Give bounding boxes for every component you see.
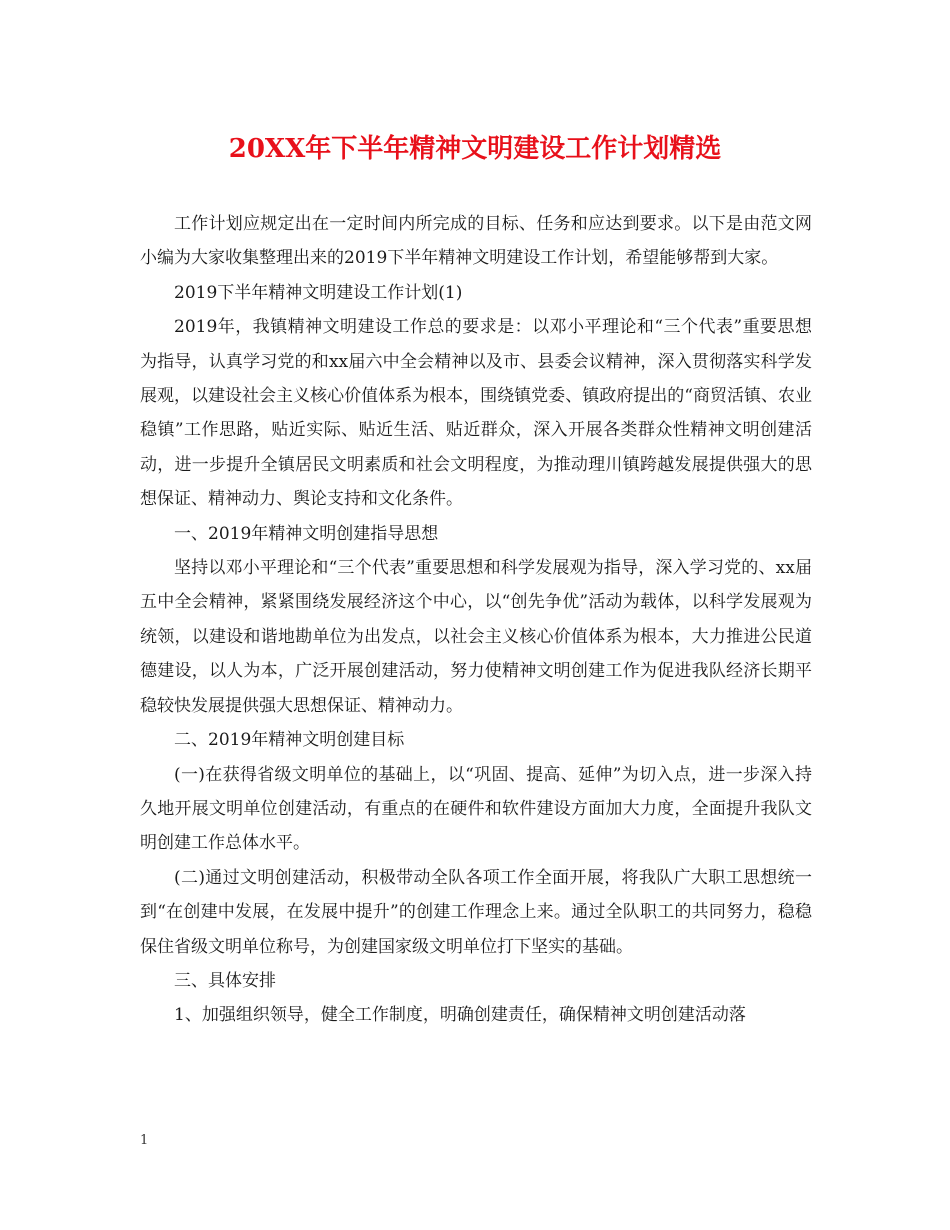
paragraph-intro: 工作计划应规定出在一定时间内所完成的目标、任务和应达到要求。以下是由范文网小编为大家收集整理出来的2019下半年精神文明建设工作计划，希望能够帮到大家。	[140, 214, 812, 269]
paragraph-guiding-ideology: 坚持以邓小平理论和“三个代表”重要思想和科学发展观为指导，深入学习党的、xx届五中全会精神，紧紧围绕发展经济这个中心，以“创先争优”活动为载体，以科学发展观为统领，以建设和谐地勘单位为出发点，以社会主义核心价值体系为根本，大力推进公民道德建设，以人为本，广泛开展创建活动，努力使精神文明创建工作为促进我队经济长期平稳较快发展提供强大思想保证、精神动力。	[140, 558, 812, 716]
paragraph-plan-heading: 2019下半年精神文明建设工作计划(1)	[174, 282, 463, 303]
section-heading-arrangements: 三、具体安排	[174, 970, 276, 991]
paragraph-goal-1: (一)在获得省级文明单位的基础上，以“巩固、提高、延伸”为切入点，进一步深入持久地开展文明单位创建活动，有重点的在硬件和软件建设方面加大力度，全面提升我队文明创建工作总体水平。	[140, 764, 812, 854]
section-heading-goals: 二、2019年精神文明创建目标	[174, 730, 405, 751]
page-number: 1	[140, 1133, 149, 1148]
section-heading-guiding-ideology: 一、2019年精神文明创建指导思想	[174, 523, 439, 544]
paragraph-arrangement-1: 1、加强组织领导，健全工作制度，明确创建责任，确保精神文明创建活动落	[174, 1005, 746, 1026]
paragraph-overall-requirements: 2019年，我镇精神文明建设工作总的要求是：以邓小平理论和“三个代表”重要思想为指导，认真学习党的和xx届六中全会精神以及市、县委会议精神，深入贯彻落实科学发展观，以建设社会主义核心价值体系为根本，围绕镇党委、镇政府提出的“商贸活镇、农业稳镇”工作思路，贴近实际、贴近生活、贴近群众，深入开展各类群众性精神文明创建活动，进一步提升全镇居民文明素质和社会文明程度，为推动理川镇跨越发展提供强大的思想保证、精神动力、舆论支持和文化条件。	[140, 317, 812, 510]
paragraph-goal-2: (二)通过文明创建活动，积极带动全队各项工作全面开展，将我队广大职工思想统一到“在创建中发展，在发展中提升”的创建工作理念上来。通过全队职工的共同努力，稳稳保住省级文明单位称号，为创建国家级文明单位打下坚实的基础。	[140, 867, 812, 957]
document-body	[140, 207, 812, 1033]
document-title: 20XX年下半年精神文明建设工作计划精选	[228, 134, 722, 164]
